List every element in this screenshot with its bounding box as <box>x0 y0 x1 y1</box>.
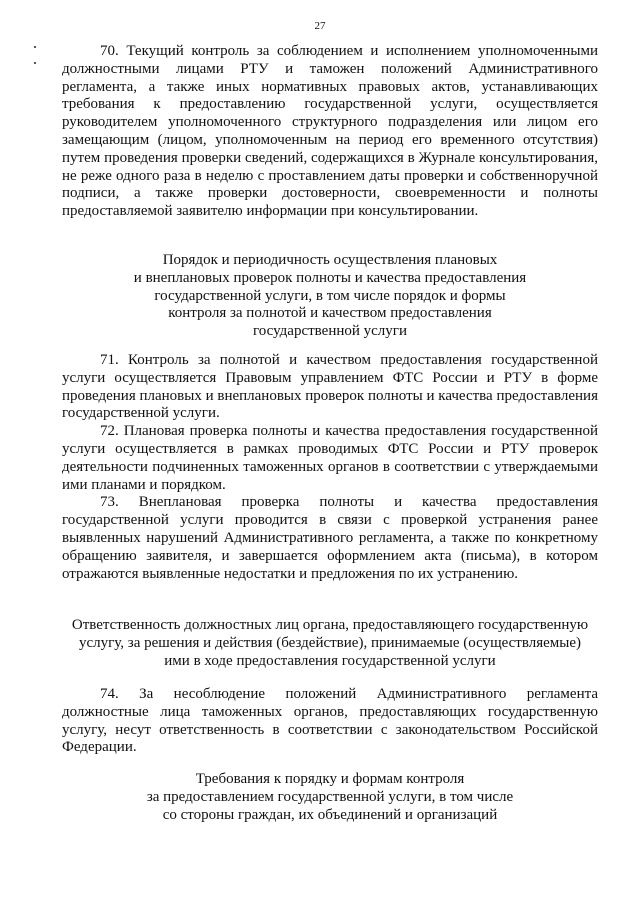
paragraph-73: 73. Внеплановая проверка полноты и качества предоставления государственной услуги проводится в связи с проверкой устранения ранее выявленных нарушений Административного регламента, а также по конкретному обращению заявителя, и завершается оформлением акта (письма), в котором отражаются выявленные недостатки и предложения по их устранению. <box>62 494 598 582</box>
paragraph-70-block <box>62 43 598 221</box>
paragraph-72: 72. Плановая проверка полноты и качества предоставления государственной услуги осуществляется в рамках проводимых ФТС России и РТУ проверок деятельности подчиненных таможенных органов в соответствии с утверждаемыми ими планами и порядком. <box>62 423 598 493</box>
heading-line: ими в ходе предоставления государственной услуги <box>164 652 496 669</box>
heading-line: и внеплановых проверок полноты и качества предоставления <box>133 269 527 286</box>
heading-control-requirements <box>62 771 598 824</box>
heading-line: Ответственность должностных лиц органа, предоставляющего государственную <box>71 617 589 633</box>
paragraph-71: 71. Контроль за полнотой и качеством предоставления государственной услуги осуществляется Правовым управлением ФТС России и РТУ в форме проведения плановых и внеплановых проверок полноты и качества предоставления государственной услуги. <box>62 352 598 422</box>
scan-mark <box>34 46 36 48</box>
heading-line: Порядок и периодичность осуществления плановых <box>162 252 498 268</box>
heading-line: со стороны граждан, их объединений и организаций <box>162 806 498 823</box>
heading-line: Требования к порядку и формам контроля <box>195 771 465 787</box>
heading-line: контроля за полнотой и качеством предоставления <box>168 305 492 322</box>
paragraph-74: 74. За несоблюдение положений Административного регламента должностные лица таможенных органов, предоставляющих государственную услугу, несут ответственность в соответствии с законодательством Российской Федерации. <box>62 686 598 756</box>
paragraph-70: 70. Текущий контроль за соблюдением и исполнением уполномоченными должностными лицами РТУ и таможен положений Административного регламента, а также иных нормативных правовых актов, устанавливающих требования к предоставлению государственной услуги, осуществляется руководителем уполномоченного структурного подразделения или лицом его замещающим (лицом, уполномоченным на период его временного отсутствия) путем проведения проверки сведений, содержащихся в Журнале консультирования, не реже одного раза в неделю с проставлением даты проверки и собственноручной подписи, а также проверки достоверности, своевременности и полноты предоставляемой заявителю информации при консультировании. <box>62 43 598 220</box>
paragraph-74-block <box>62 686 598 757</box>
heading-line: услугу, за решения и действия (бездействие), принимаемые (осуществляемые) <box>78 634 582 651</box>
scan-mark <box>34 62 36 64</box>
page-number: 27 <box>314 20 326 32</box>
heading-responsibility <box>50 617 610 670</box>
paragraphs-71-73-block <box>62 352 598 583</box>
heading-line: государственной услуги, в том числе порядок и формы <box>154 287 506 304</box>
heading-inspections <box>62 252 598 341</box>
heading-line: государственной услуги <box>253 323 407 340</box>
heading-line: за предоставлением государственной услуги, в том числе <box>146 788 514 805</box>
